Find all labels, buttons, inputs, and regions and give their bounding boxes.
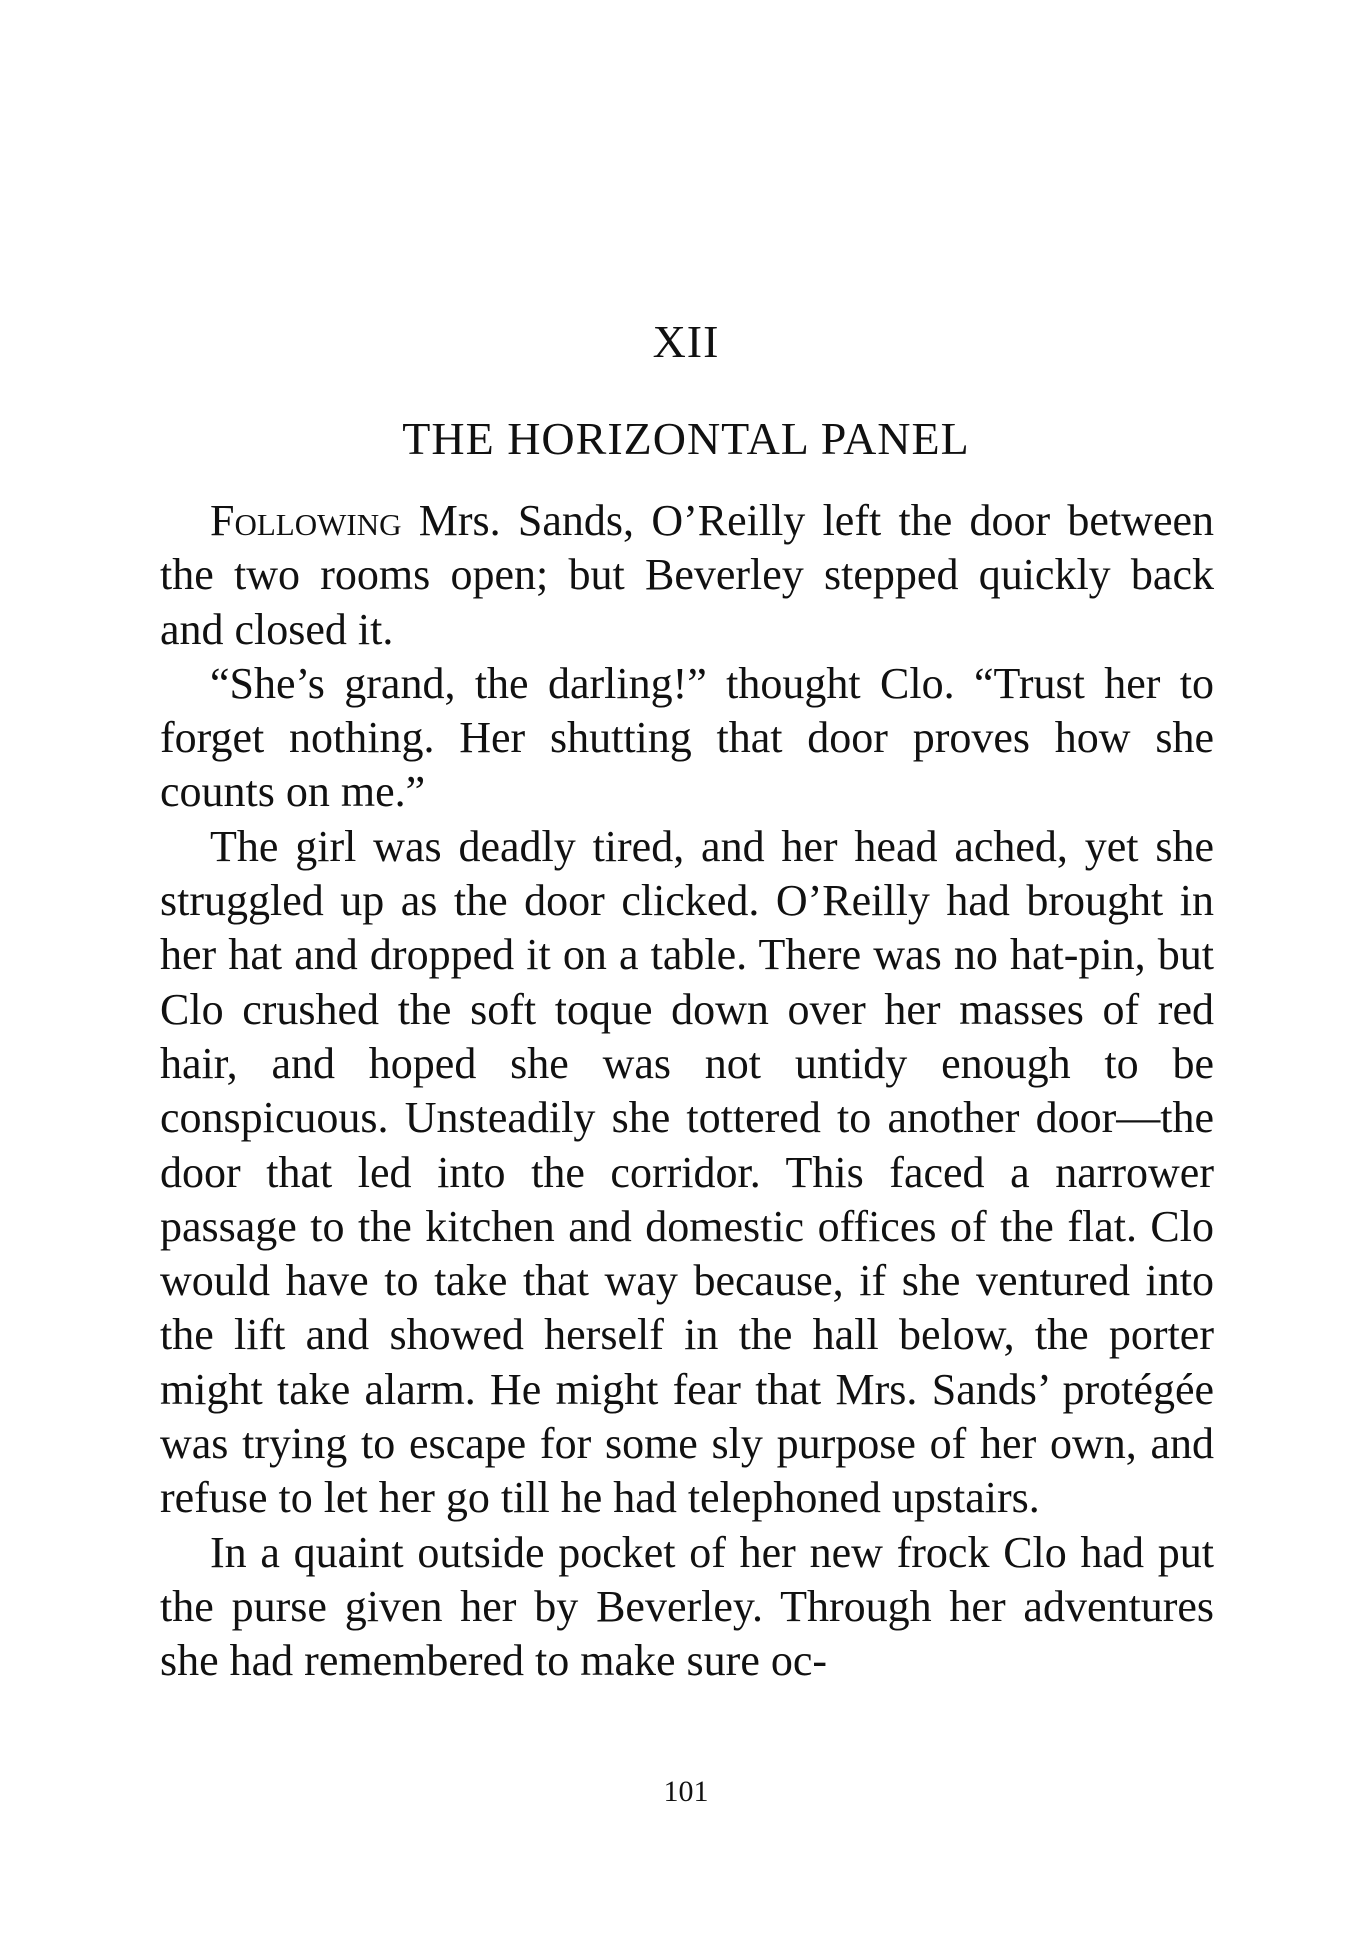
- paragraph-lead-word: Following: [210, 496, 402, 545]
- body-text: [160, 494, 1214, 1689]
- paragraph: “She’s grand, the darling!” thought Clo. “Trust her to forget nothing. Her shutting that door proves how she counts on me.”: [160, 658, 1214, 817]
- chapter-title: THE HORIZONTAL PANEL: [402, 413, 970, 464]
- paragraph: [160, 494, 1214, 657]
- page-number: 101: [663, 1775, 709, 1808]
- paragraph-text: Mrs. Sands, O’Reilly left the door between the two rooms open; but Beverley stepped quickly back and closed it.: [160, 496, 1214, 654]
- chapter-number: XII: [652, 316, 720, 367]
- paragraph: In a quaint outside pocket of her new frock Clo had put the purse given her by Beverley. Through her adventures she had remembered to make sure oc-: [160, 1527, 1214, 1686]
- paragraph: The girl was deadly tired, and her head ached, yet she struggled up as the door clicked. O’Reilly had brought in her hat and dropped it on a table. There was no hat-pin, but Clo crushed the soft toque down over her masses of red hair, and hoped she was not untidy enough to be conspicuous. Unsteadily she tottered to another door—the door that led into the corridor. This faced a narrower passage to the kitchen and domestic offices of the flat. Clo would have to take that way because, if she ventured into the lift and showed herself in the hall below, the porter might take alarm. He might fear that Mrs. Sands’ protégée was trying to escape for some sly purpose of her own, and refuse to let her go till he had telephoned upstairs.: [160, 821, 1214, 1523]
